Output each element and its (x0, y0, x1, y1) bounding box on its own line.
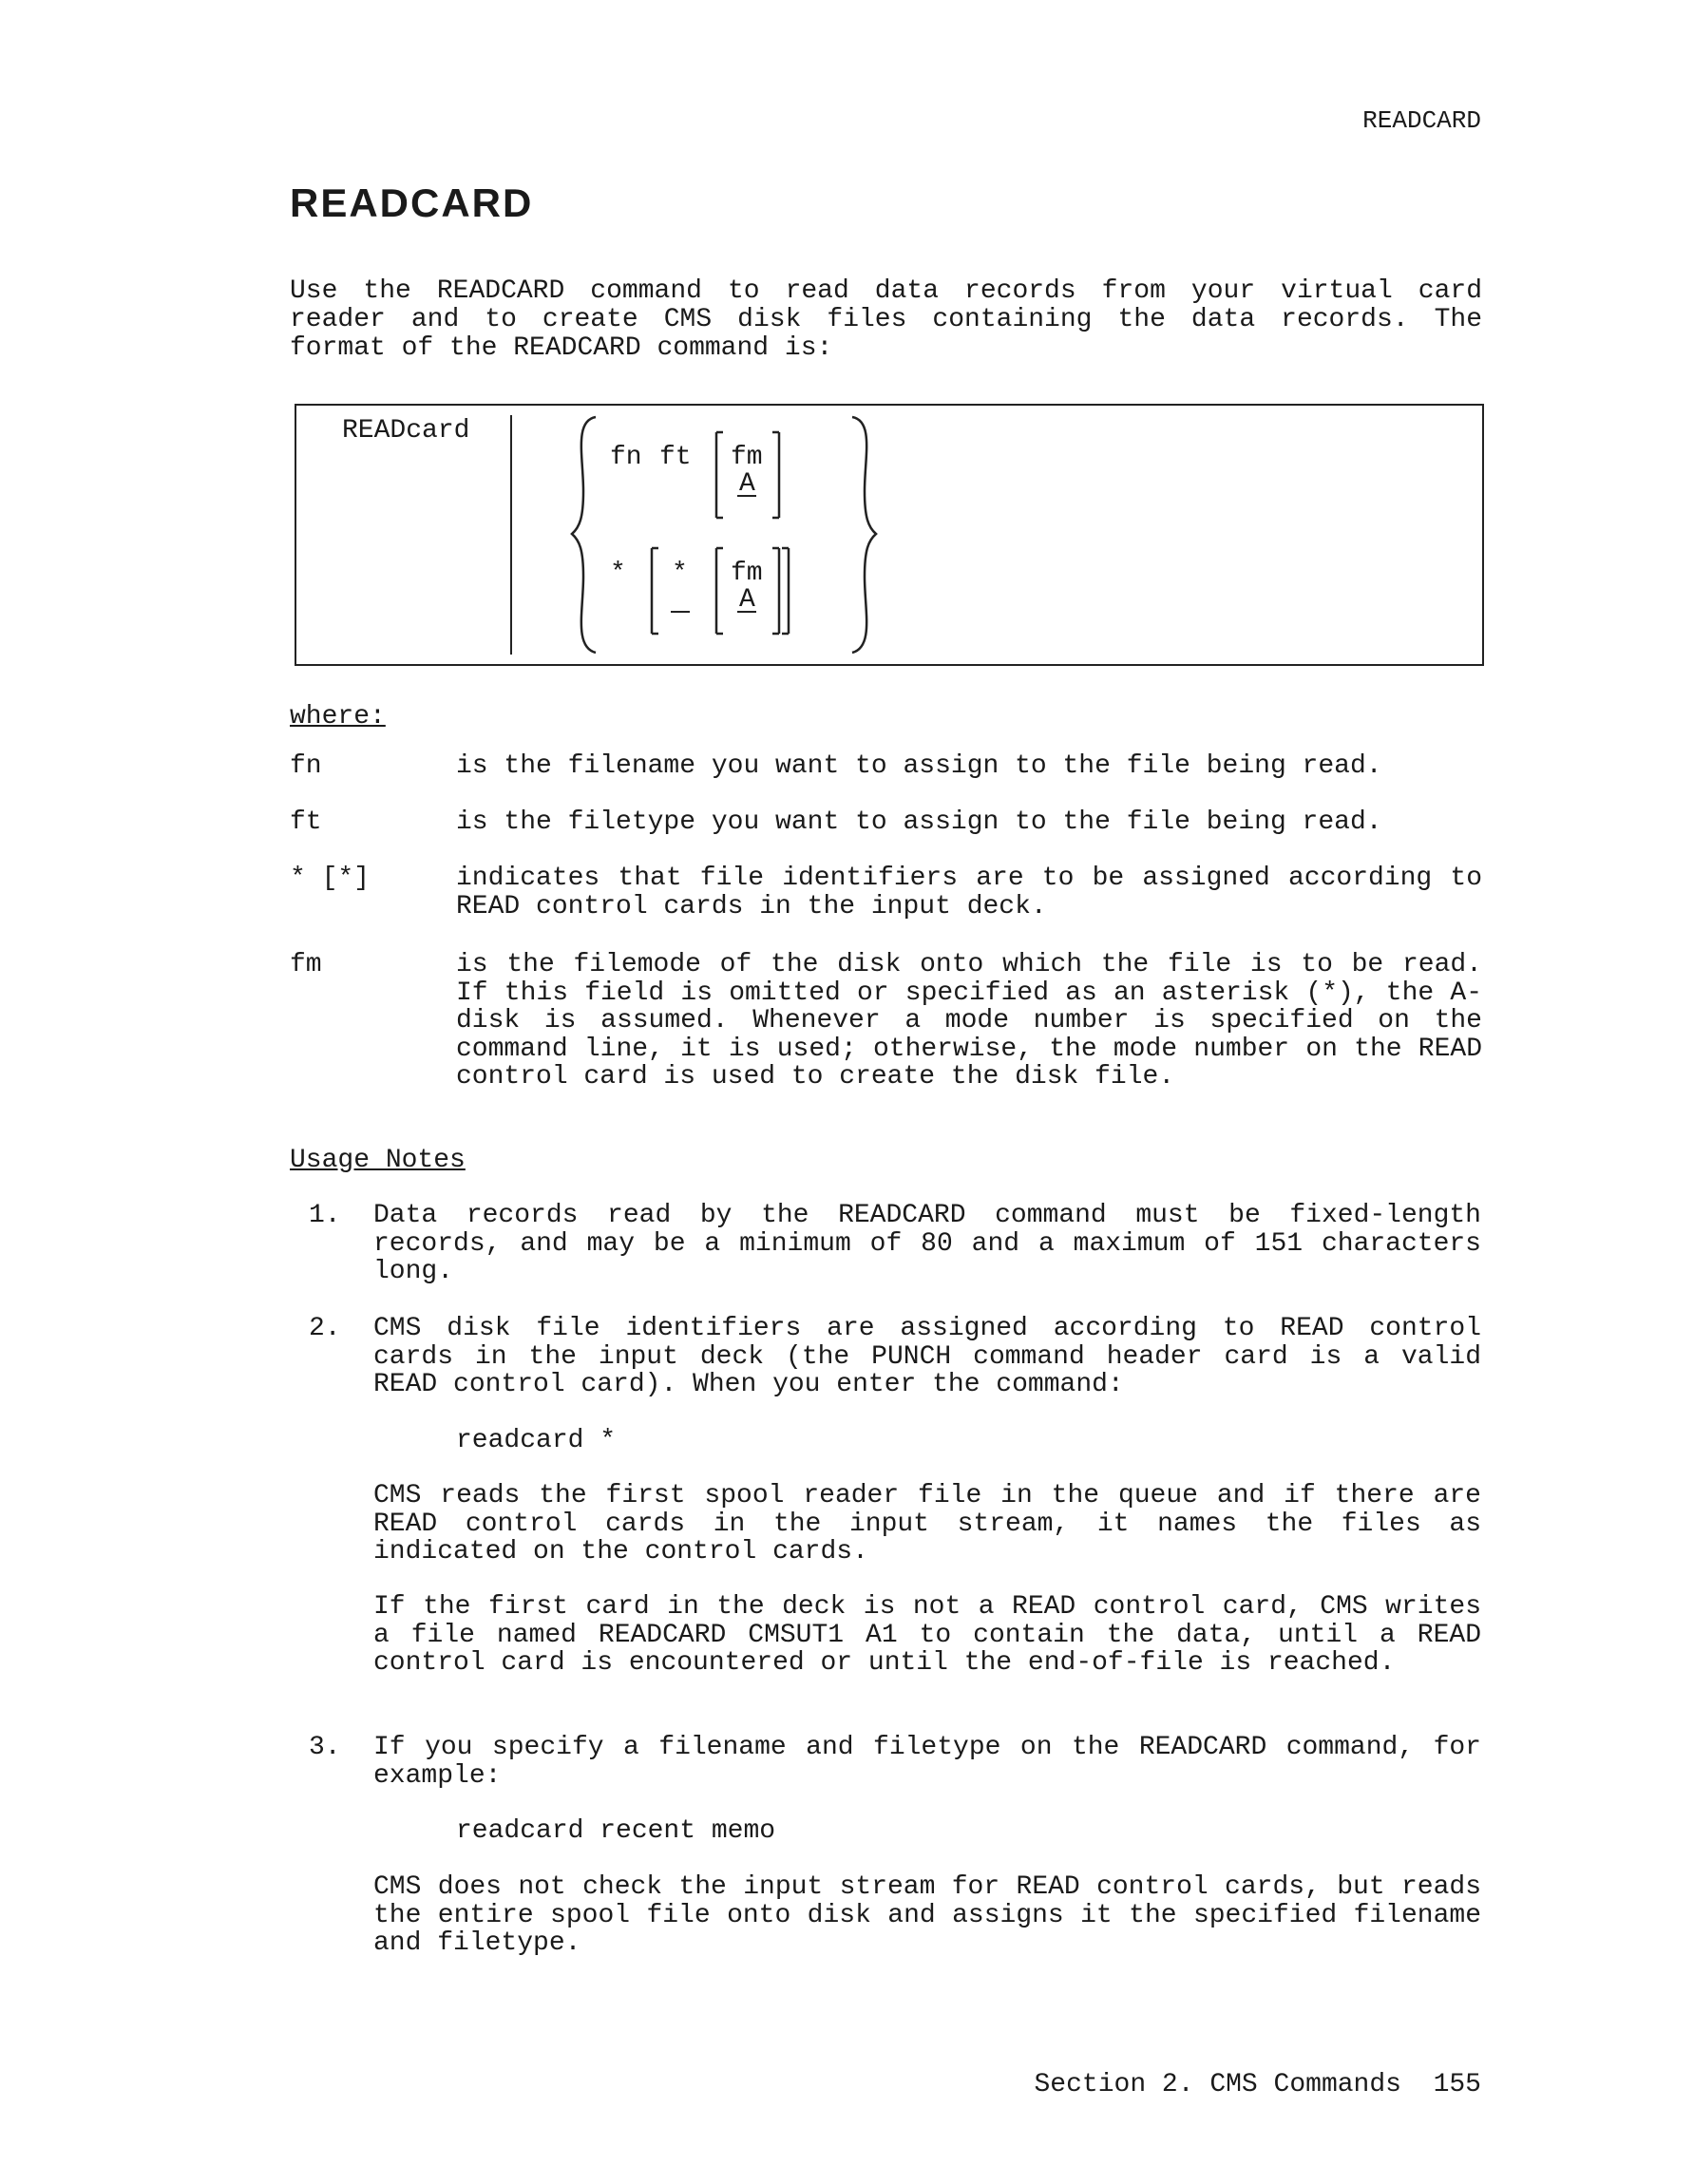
note-number: 3. (309, 1733, 341, 1762)
running-head: READCARD (1362, 106, 1481, 135)
note-text: Data records read by the READCARD command must be fixed-length records, and may be a minimum of 80 and a maximum of 151 characters long. (373, 1201, 1481, 1286)
syntax-row2-fn: * (610, 559, 626, 588)
param-term: fn (290, 751, 322, 781)
intro-paragraph: Use the READCARD command to read data records from your virtual card reader and to create CMS disk files containing the data records. The format of the READCARD command is: (290, 276, 1482, 363)
note-paragraph: CMS reads the first spool reader file in the queue and if there are READ control cards in the input stream, it names the files as indicated on the control cards. (373, 1481, 1481, 1567)
right-brace (852, 417, 876, 653)
footer-section: Section 2. CMS Commands (1034, 2070, 1401, 2099)
page-footer (1035, 2071, 1482, 2099)
note-number: 2. (309, 1314, 341, 1343)
syntax-box (295, 404, 1484, 666)
command-example: readcard recent memo (456, 1816, 776, 1846)
command-example: readcard * (456, 1426, 617, 1455)
param-desc: is the filetype you want to assign to the file being read. (456, 807, 1382, 837)
param-desc: indicates that file identifiers are to be assigned according to READ control cards in the input deck. (456, 864, 1482, 921)
note-number: 1. (309, 1201, 341, 1230)
note-paragraph: CMS does not check the input stream for READ control cards, but reads the entire spool file onto disk and assigns it the specified filename and filetype. (373, 1872, 1481, 1958)
note-text: CMS disk file identifiers are assigned according to READ control cards in the input deck (the PUNCH command header card is a valid READ control card). When you enter the command: (373, 1314, 1481, 1399)
note-paragraph: If the first card in the deck is not a READ control card, CMS writes a file named READCARD CMSUT1 A1 to contain the data, until a READ control card is encountered or until the end-of-file is reached. (373, 1592, 1481, 1678)
page-number: 155 (1433, 2070, 1481, 2099)
syntax-row1-fm: fm (731, 443, 763, 472)
param-desc: is the filename you want to assign to the file being read. (456, 751, 1382, 781)
syntax-row1-fn: fn (610, 443, 642, 472)
param-term: fm (290, 950, 322, 979)
syntax-row1-ft: ft (659, 443, 692, 472)
usage-notes-heading: Usage Notes (290, 1146, 466, 1175)
syntax-command: READcard (342, 416, 470, 446)
param-term: * [*] (290, 864, 371, 893)
syntax-row2-fm: fm (731, 559, 763, 588)
param-term: ft (290, 807, 322, 837)
syntax-row1-default: A (739, 469, 755, 499)
page-title: READCARD (290, 180, 534, 225)
note-text: If you specify a filename and filetype on the READCARD command, for example: (373, 1733, 1481, 1791)
left-brace (572, 417, 596, 653)
syntax-row2-ft: * (672, 559, 688, 588)
param-desc: is the filemode of the disk onto which the file is to be read. If this field is omitted or specified as an asterisk (*), the A-disk is assumed. Whenever a mode number is specified on the command line, it is used; otherwise, the mode number on the READ control card is used to create the disk file. (456, 950, 1482, 1092)
syntax-row2-default: A (739, 585, 755, 615)
where-label: where: (290, 702, 386, 731)
